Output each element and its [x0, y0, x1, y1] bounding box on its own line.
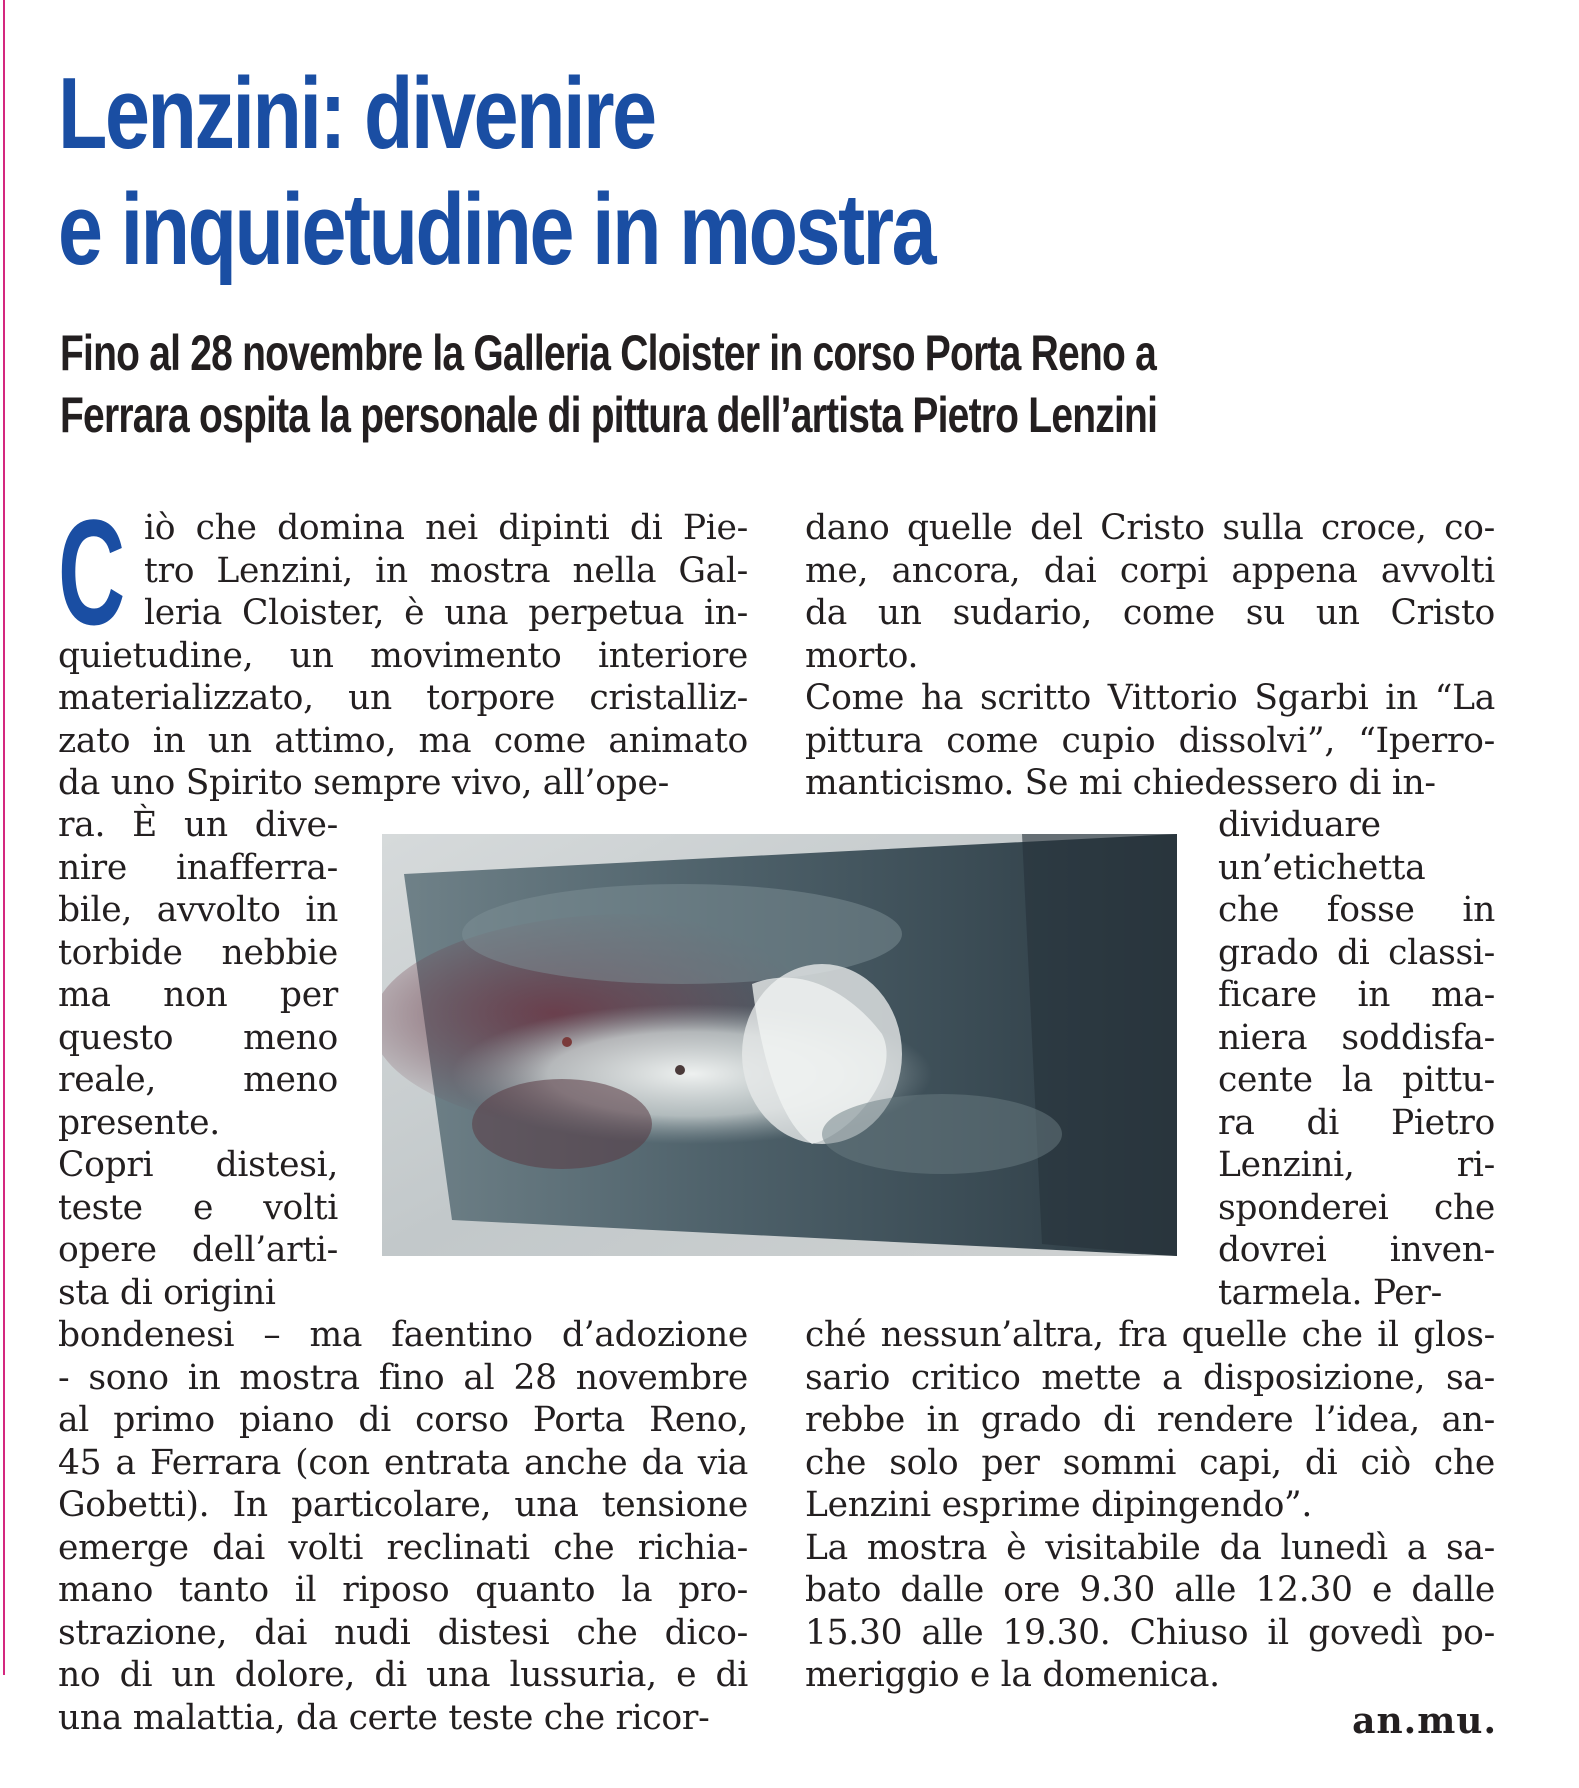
- text-line: zato in un attimo, ma come animato: [58, 720, 748, 761]
- text-line: cente la pittu-: [1218, 1060, 1495, 1100]
- text-line: manticismo. Se mi chiedessero di in-: [805, 763, 1436, 803]
- column-left-bottom: [58, 1314, 748, 1739]
- margin-rule: [3, 0, 5, 1675]
- text-line: ché nessun’altra, fra quelle che il glos-: [805, 1315, 1495, 1355]
- text-line: tro Lenzini, in mostra nella Gal-: [144, 550, 748, 591]
- text-line: torbide nebbie: [58, 932, 338, 973]
- column-right-bottom: [805, 1314, 1495, 1697]
- text-line: niera soddisfa-: [1218, 1017, 1495, 1058]
- text-line: emerge dai volti reclinati che richia-: [58, 1527, 748, 1568]
- subhead: [60, 322, 1386, 446]
- text-line: mano tanto il riposo quanto la pro-: [58, 1570, 748, 1610]
- text-line: bile, avvolto in: [58, 890, 338, 930]
- text-line: teste e volti: [58, 1187, 338, 1228]
- text-line: una malattia, da certe teste che ricor-: [58, 1697, 710, 1738]
- text-line: Lenzini, ri-: [1218, 1145, 1495, 1185]
- text-line: sta di origini: [58, 1272, 276, 1313]
- subhead-line-1: Fino al 28 novembre la Galleria Cloister in corso Porta Reno a: [60, 325, 1156, 381]
- text-line: Lenzini esprime dipingendo”.: [805, 1485, 1313, 1525]
- text-line: morto.: [805, 635, 919, 676]
- text-line: presente.: [58, 1102, 220, 1143]
- text-line: da un sudario, come su un Cristo: [805, 593, 1495, 633]
- column-left-top: [58, 488, 748, 805]
- text-line: bato dalle ore 9.30 alle 12.30 e dalle: [805, 1570, 1495, 1610]
- text-line: da uno Spirito sempre vivo, all’ope-: [58, 763, 669, 803]
- text-line: dano quelle del Cristo sulla croce, co-: [805, 508, 1495, 548]
- text-line: rebbe in grado di rendere l’idea, an-: [805, 1400, 1495, 1440]
- text-line: pittura come cupio dissolvi”, “Iperro-: [805, 720, 1495, 761]
- text-line: me, ancora, dai corpi appena avvolti: [805, 550, 1495, 591]
- text-line: grado di classi-: [1218, 932, 1495, 973]
- text-line: sponderei che: [1218, 1187, 1495, 1228]
- text-line: reale, meno: [58, 1060, 338, 1100]
- text-line: quietudine, un movimento interiore: [58, 635, 748, 676]
- text-line: iò che domina nei dipinti di Pie-: [144, 508, 748, 548]
- drop-cap: C: [58, 488, 126, 656]
- text-line: meriggio e la domenica.: [805, 1655, 1220, 1695]
- text-line: dovrei inven-: [1218, 1230, 1495, 1270]
- text-line: Gobetti). In particolare, una tensione: [58, 1485, 748, 1525]
- headline-line-1: Lenzini: divenire: [58, 58, 655, 170]
- text-line: al primo piano di corso Porta Reno,: [58, 1400, 748, 1440]
- text-line: ma non per: [58, 975, 338, 1015]
- text-line: che solo per sommi capi, di ciò che: [805, 1442, 1495, 1483]
- text-line: leria Cloister, è una perpetua in-: [144, 593, 748, 633]
- headline: [58, 56, 1218, 288]
- text-line: questo meno: [58, 1017, 338, 1058]
- text-line: ra di Pietro: [1218, 1102, 1495, 1143]
- subhead-line-2: Ferrara ospita la personale di pittura dell’artista Pietro Lenzini: [60, 387, 1158, 443]
- text-line: materializzato, un torpore cristalliz-: [58, 678, 748, 718]
- column-right-narrow: [1218, 804, 1495, 1314]
- text-line: no di un dolore, di una lussuria, e di: [58, 1655, 748, 1695]
- text-line: sario critico mette a disposizione, sa-: [805, 1357, 1495, 1398]
- text-line: 45 a Ferrara (con entrata anche da via: [58, 1442, 748, 1483]
- headline-line-2: e inquietudine in mostra: [58, 174, 935, 286]
- text-line: tarmela. Per-: [1218, 1272, 1442, 1313]
- text-line: - sono in mostra fino al 28 novembre: [58, 1357, 748, 1398]
- text-line: che fosse in: [1218, 890, 1495, 930]
- text-line: un’etichetta: [1218, 847, 1426, 888]
- text-line: ficare in ma-: [1218, 975, 1495, 1015]
- text-line: bondenesi – ma faentino d’adozione: [58, 1315, 748, 1355]
- text-line: Come ha scritto Vittorio Sgarbi in “La: [805, 678, 1495, 718]
- text-line: opere dell’arti-: [58, 1230, 338, 1270]
- author-signature: an.mu.: [1352, 1700, 1497, 1742]
- text-line: nire inafferra-: [58, 847, 338, 888]
- column-right-top: [805, 507, 1495, 805]
- text-line: dividuare: [1218, 805, 1381, 845]
- text-line: La mostra è visitabile da lunedì a sa-: [805, 1527, 1495, 1568]
- text-line: Copri distesi,: [58, 1145, 338, 1185]
- column-left-narrow: [58, 804, 338, 1314]
- painting-photo: [382, 834, 1177, 1256]
- text-line: ra. È un dive-: [58, 805, 338, 845]
- text-line: strazione, dai nudi distesi che dico-: [58, 1612, 748, 1653]
- painting-image: [382, 834, 1177, 1256]
- text-line: 15.30 alle 19.30. Chiuso il govedì po-: [805, 1612, 1495, 1653]
